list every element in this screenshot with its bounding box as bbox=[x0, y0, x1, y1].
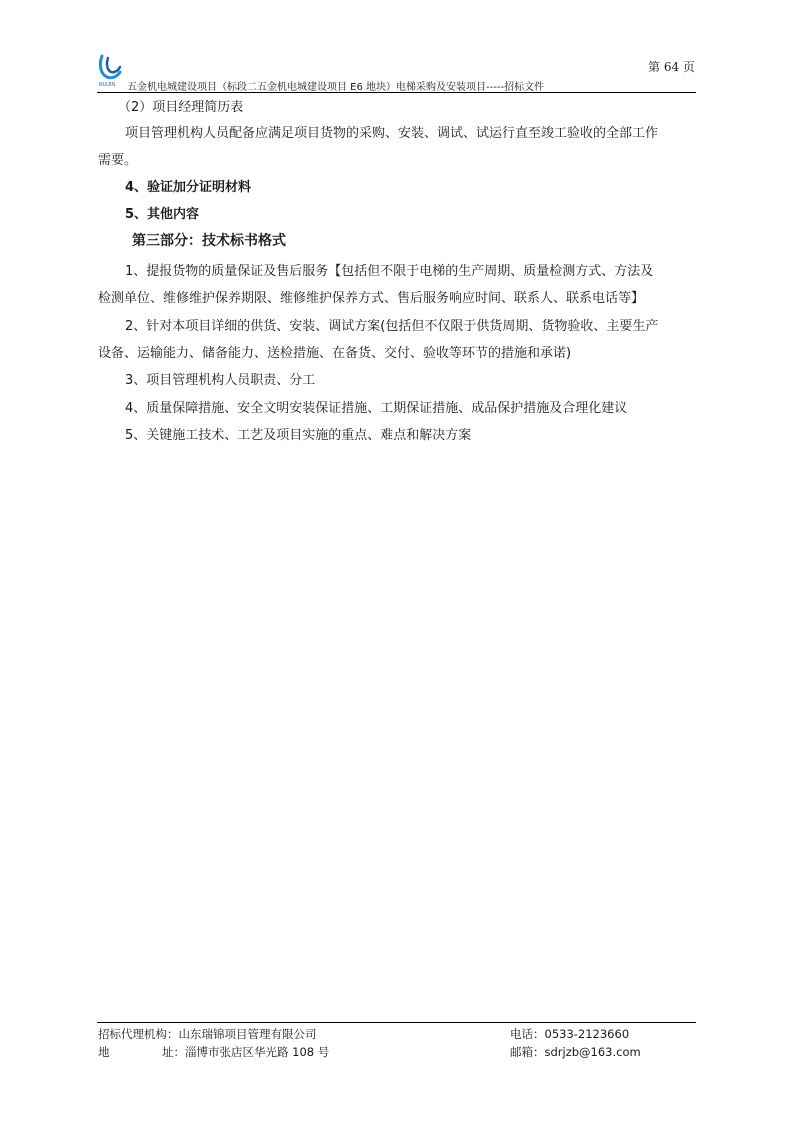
footer-phone: 电话：0533-2123660 bbox=[510, 1027, 630, 1041]
footer-divider bbox=[97, 1022, 696, 1023]
heading-5: 5、其他内容 bbox=[125, 207, 200, 222]
tech-item-5: 5、关键施工技术、工艺及项目实施的重点、难点和解决方案 bbox=[125, 428, 472, 443]
footer-address-label: 地 bbox=[98, 1045, 110, 1059]
paragraph-staff-line-1: 项目管理机构人员配备应满足项目货物的采购、安装、调试、试运行直至竣工验收的全部工作 bbox=[125, 126, 659, 141]
footer-agency: 招标代理机构：山东瑞锦项目管理有限公司 bbox=[98, 1027, 317, 1041]
tech-item-1-line-1: 1、提报货物的质量保证及售后服务【包括但不限于电梯的生产周期、质量检测方式、方法及 bbox=[125, 264, 654, 279]
footer-address: 址：淄博市张店区华光路 108 号 bbox=[162, 1045, 330, 1059]
page-number: 第 64 页 bbox=[648, 60, 695, 74]
item-resume: （2）项目经理简历表 bbox=[118, 100, 244, 115]
tech-item-2-line-1: 2、针对本项目详细的供货、安装、调试方案(包括但不仅限于供货周期、货物验收、主要生产 bbox=[125, 319, 659, 334]
part3-heading: 第三部分：技术标书格式 bbox=[132, 233, 286, 249]
company-logo-icon bbox=[98, 52, 124, 88]
logo-text: RUIJIN bbox=[99, 82, 116, 88]
footer-email: 邮箱：sdrjzb@163.com bbox=[510, 1045, 641, 1059]
tech-item-4: 4、质量保障措施、安全文明安装保证措施、工期保证措施、成品保护措施及合理化建议 bbox=[125, 401, 628, 416]
tech-item-2-line-2: 设备、运输能力、储备能力、送检措施、在备货、交付、验收等环节的措施和承诺) bbox=[98, 346, 572, 361]
paragraph-staff-line-2: 需要。 bbox=[98, 153, 138, 168]
document-title: 五金机电城建设项目（标段二五金机电城建设项目 E6 地块）电梯采购及安装项目-----招标文件 bbox=[127, 82, 545, 93]
tech-item-1-line-2: 检测单位、维修维护保养期限、维修维护保养方式、售后服务响应时间、联系人、联系电话等】 bbox=[98, 291, 645, 306]
heading-4: 4、验证加分证明材料 bbox=[125, 180, 252, 195]
tech-item-3: 3、项目管理机构人员职责、分工 bbox=[125, 373, 316, 388]
header-divider bbox=[97, 92, 696, 93]
